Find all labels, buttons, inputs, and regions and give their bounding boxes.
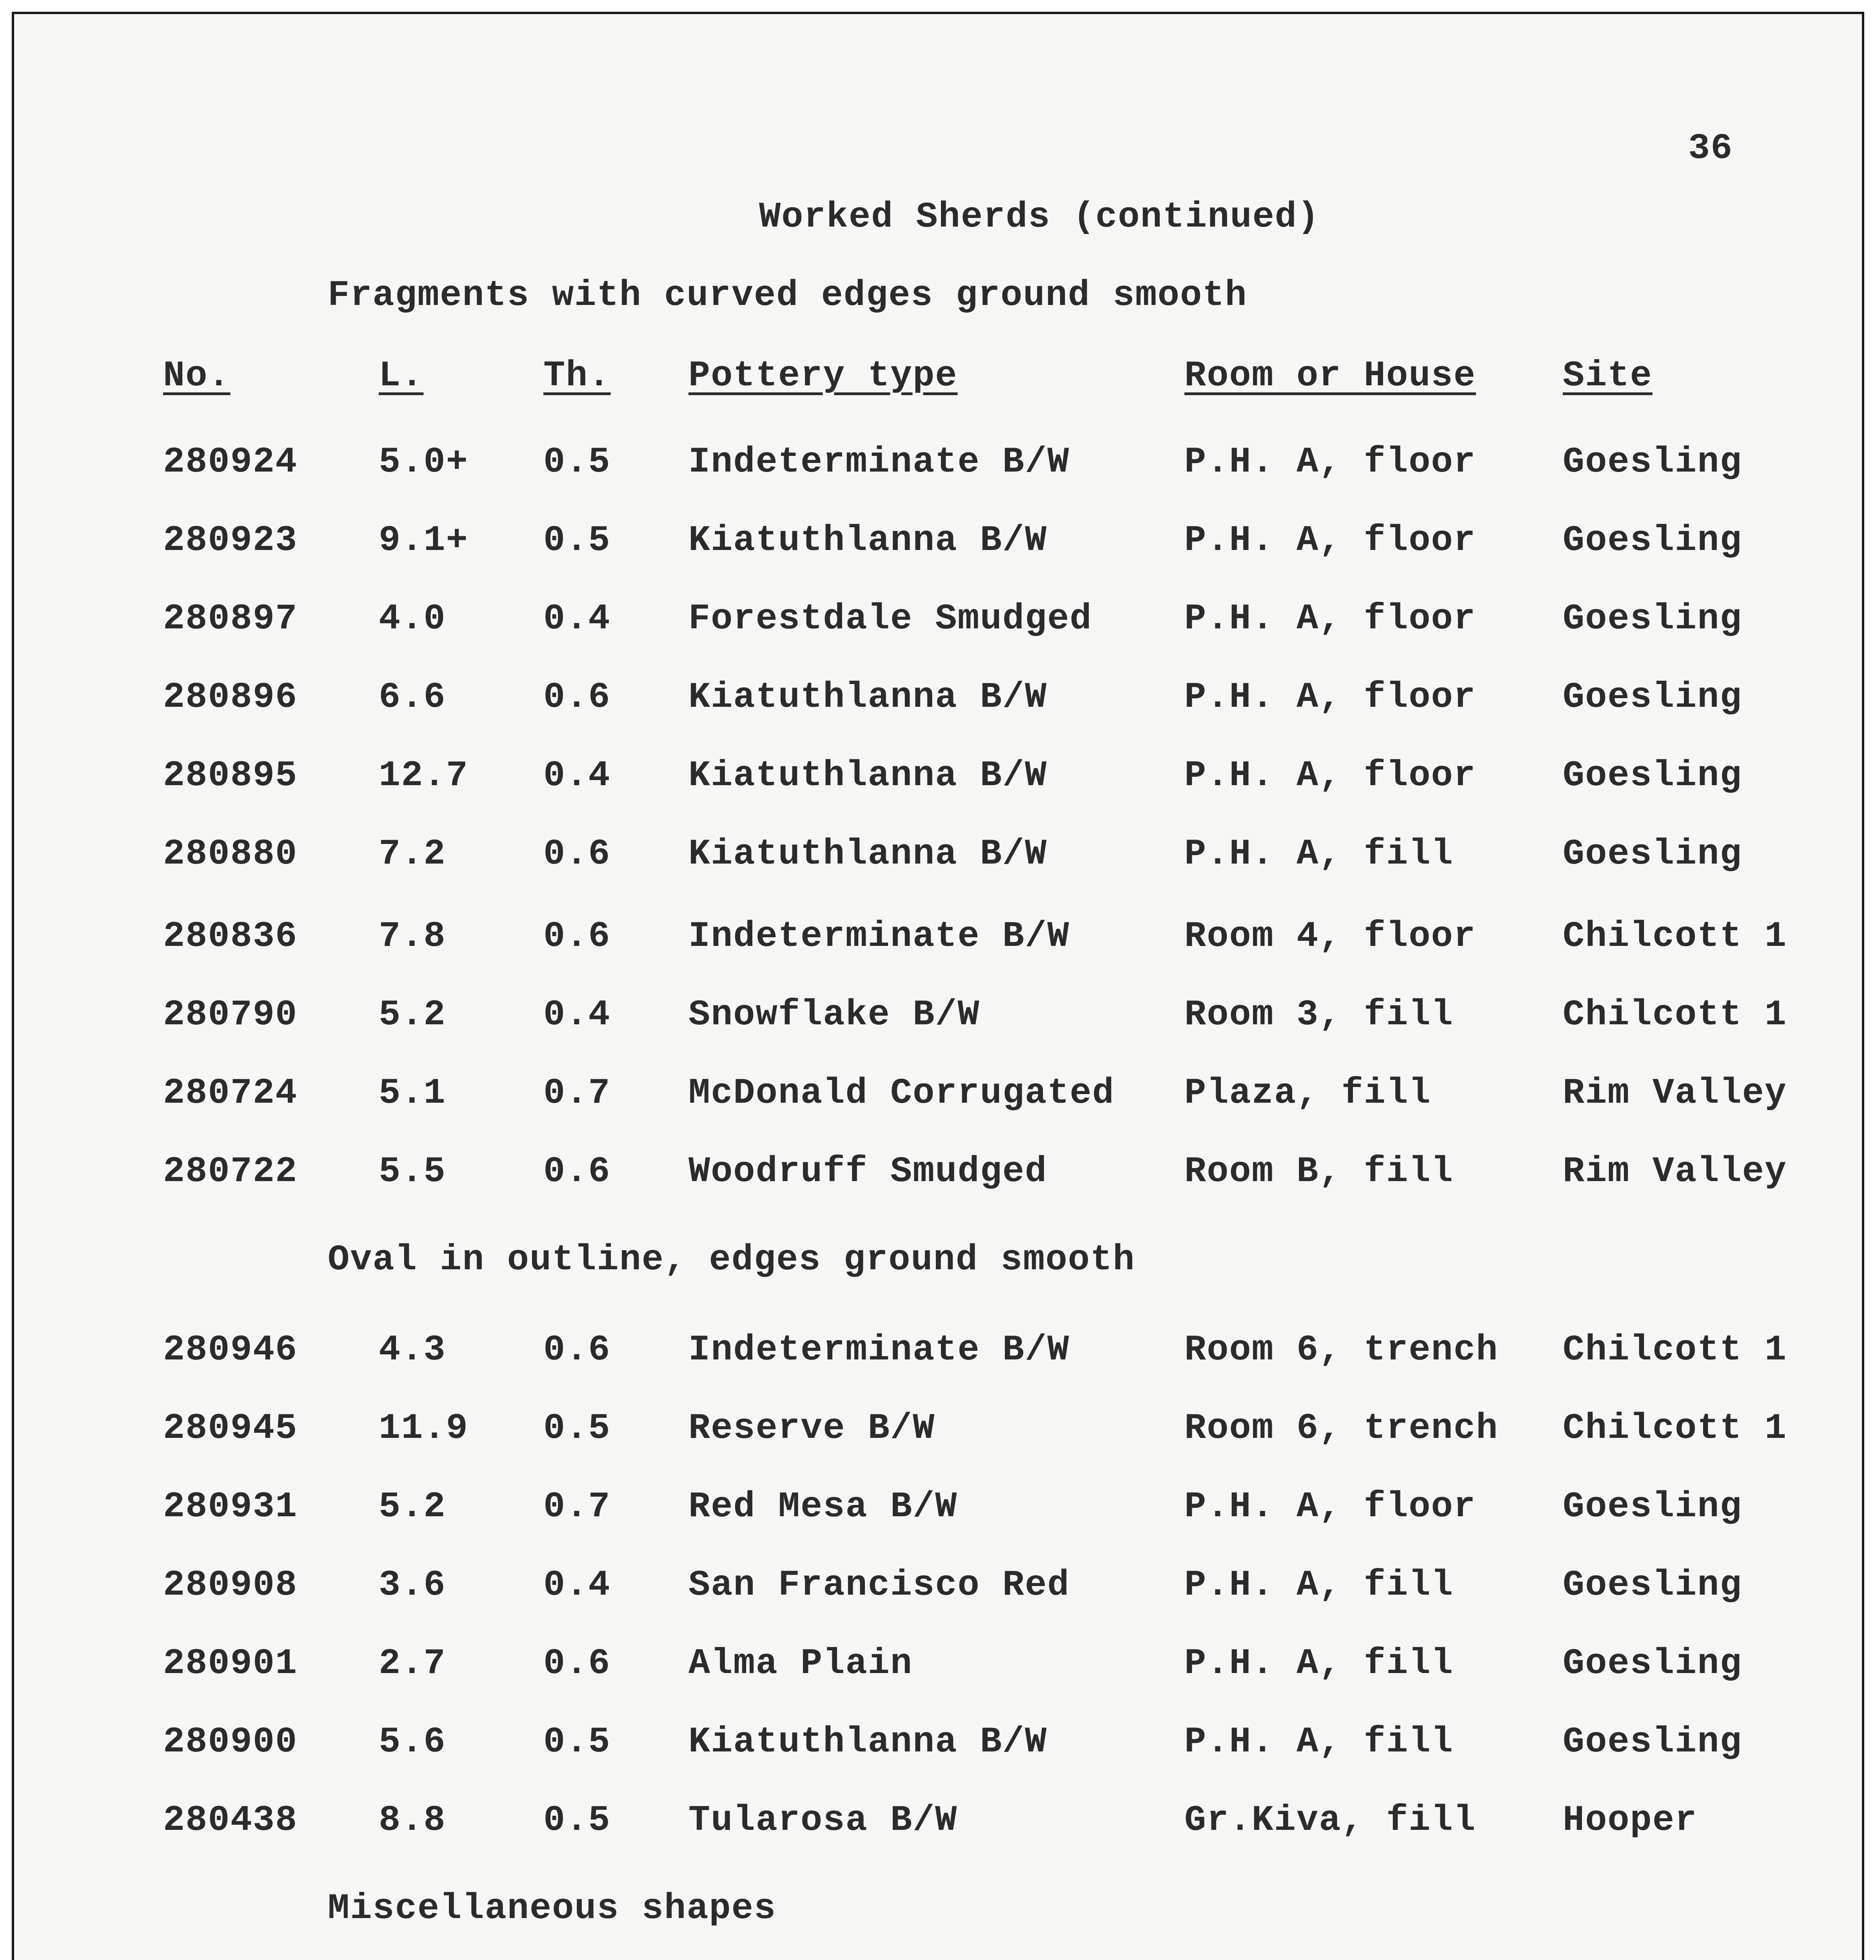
length-cell: 5.6	[379, 1721, 446, 1762]
thickness-cell: 0.5	[543, 441, 611, 483]
section-heading: Fragments with curved edges ground smooth	[328, 275, 1248, 316]
pottery-type-cell: Reserve B/W	[688, 1408, 935, 1449]
catalog-number-cell: 280722	[163, 1151, 298, 1192]
thickness-cell: 0.4	[543, 1564, 611, 1606]
room-or-house-cell: P.H. A, floor	[1184, 520, 1476, 561]
room-or-house-cell: Room 4, floor	[1184, 916, 1476, 957]
room-or-house-cell: P.H. A, floor	[1184, 755, 1476, 796]
pottery-type-cell: McDonald Corrugated	[688, 1073, 1115, 1114]
thickness-cell: 0.4	[543, 755, 611, 796]
pottery-type-cell: Kiatuthlanna B/W	[688, 1721, 1048, 1762]
table-row	[14, 755, 1862, 802]
length-cell: 5.5	[379, 1151, 446, 1192]
catalog-number-cell: 280931	[163, 1486, 298, 1527]
column-header-length: L.	[379, 355, 424, 396]
length-cell: 5.0+	[379, 441, 469, 483]
room-or-house-cell: Room 6, trench	[1184, 1329, 1498, 1370]
section-heading: Miscellaneous shapes	[328, 1888, 777, 1929]
room-or-house-cell: P.H. A, fill	[1184, 1721, 1454, 1762]
document-page	[12, 12, 1864, 1960]
length-cell: 4.0	[379, 598, 446, 639]
thickness-cell: 0.7	[543, 1486, 611, 1527]
catalog-number-cell: 280908	[163, 1564, 298, 1606]
length-cell: 9.1+	[379, 520, 469, 561]
pottery-type-cell: Indeterminate B/W	[688, 441, 1070, 483]
site-cell: Goesling	[1563, 833, 1742, 875]
section-heading: Oval in outline, edges ground smooth	[328, 1239, 1135, 1280]
thickness-cell: 0.5	[543, 520, 611, 561]
length-cell: 7.2	[379, 833, 446, 875]
table-row	[14, 677, 1862, 724]
table-row	[14, 598, 1862, 645]
thickness-cell: 0.5	[543, 1408, 611, 1449]
pottery-type-cell: Snowflake B/W	[688, 994, 980, 1035]
length-cell: 6.6	[379, 677, 446, 718]
catalog-number-cell: 280900	[163, 1721, 298, 1762]
thickness-cell: 0.6	[543, 1151, 611, 1192]
room-or-house-cell: P.H. A, floor	[1184, 598, 1476, 639]
site-cell: Chilcott 1	[1563, 994, 1787, 1035]
pottery-type-cell: Red Mesa B/W	[688, 1486, 958, 1527]
catalog-number-cell: 280945	[163, 1408, 298, 1449]
catalog-number-cell: 280880	[163, 833, 298, 875]
table-row	[14, 1151, 1862, 1198]
site-cell: Chilcott 1	[1563, 916, 1787, 957]
site-cell: Goesling	[1563, 520, 1742, 561]
pottery-type-cell: Kiatuthlanna B/W	[688, 520, 1048, 561]
room-or-house-cell: P.H. A, floor	[1184, 441, 1476, 483]
room-or-house-cell: P.H. A, fill	[1184, 833, 1454, 875]
page-number: 36	[1688, 128, 1733, 169]
length-cell: 7.8	[379, 916, 446, 957]
thickness-cell: 0.5	[543, 1721, 611, 1762]
table-row	[14, 916, 1862, 963]
table-row	[14, 441, 1862, 488]
room-or-house-cell: P.H. A, floor	[1184, 677, 1476, 718]
site-cell: Goesling	[1563, 1643, 1742, 1684]
thickness-cell: 0.6	[543, 1643, 611, 1684]
table-row	[14, 1564, 1862, 1612]
length-cell: 5.2	[379, 994, 446, 1035]
site-cell: Goesling	[1563, 1486, 1742, 1527]
pottery-type-cell: Kiatuthlanna B/W	[688, 833, 1048, 875]
column-header-site: Site	[1563, 355, 1653, 396]
site-cell: Goesling	[1563, 1721, 1742, 1762]
catalog-number-cell: 280897	[163, 598, 298, 639]
length-cell: 11.9	[379, 1408, 469, 1449]
pottery-type-cell: San Francisco Red	[688, 1564, 1070, 1606]
site-cell: Hooper	[1563, 1800, 1698, 1841]
thickness-cell: 0.5	[543, 1800, 611, 1841]
catalog-number-cell: 280724	[163, 1073, 298, 1114]
length-cell: 4.3	[379, 1329, 446, 1370]
length-cell: 3.6	[379, 1564, 446, 1606]
length-cell: 5.2	[379, 1486, 446, 1527]
pottery-type-cell: Indeterminate B/W	[688, 1329, 1070, 1370]
column-header-room: Room or House	[1184, 355, 1476, 396]
site-cell: Chilcott 1	[1563, 1329, 1787, 1370]
table-row	[14, 1486, 1862, 1533]
pottery-type-cell: Tularosa B/W	[688, 1800, 958, 1841]
thickness-cell: 0.7	[543, 1073, 611, 1114]
catalog-number-cell: 280946	[163, 1329, 298, 1370]
pottery-type-cell: Alma Plain	[688, 1643, 913, 1684]
table-header	[14, 355, 1862, 402]
table-row	[14, 1408, 1862, 1455]
room-or-house-cell: Plaza, fill	[1184, 1073, 1431, 1114]
site-cell: Goesling	[1563, 441, 1742, 483]
table-row	[14, 520, 1862, 567]
column-header-no: No.	[163, 355, 231, 396]
thickness-cell: 0.4	[543, 598, 611, 639]
thickness-cell: 0.6	[543, 916, 611, 957]
length-cell: 5.1	[379, 1073, 446, 1114]
pottery-type-cell: Forestdale Smudged	[688, 598, 1092, 639]
site-cell: Rim Valley	[1563, 1151, 1787, 1192]
length-cell: 2.7	[379, 1643, 446, 1684]
catalog-number-cell: 280790	[163, 994, 298, 1035]
room-or-house-cell: P.H. A, fill	[1184, 1643, 1454, 1684]
table-row	[14, 833, 1862, 880]
pottery-type-cell: Indeterminate B/W	[688, 916, 1070, 957]
site-cell: Rim Valley	[1563, 1073, 1787, 1114]
site-cell: Goesling	[1563, 677, 1742, 718]
catalog-number-cell: 280923	[163, 520, 298, 561]
room-or-house-cell: Room B, fill	[1184, 1151, 1454, 1192]
thickness-cell: 0.4	[543, 994, 611, 1035]
site-cell: Goesling	[1563, 755, 1742, 796]
table-row	[14, 1721, 1862, 1768]
table-row	[14, 994, 1862, 1041]
catalog-number-cell: 280438	[163, 1800, 298, 1841]
length-cell: 8.8	[379, 1800, 446, 1841]
catalog-number-cell: 280896	[163, 677, 298, 718]
pottery-type-cell: Kiatuthlanna B/W	[688, 755, 1048, 796]
page-title: Worked Sherds (continued)	[759, 196, 1320, 238]
thickness-cell: 0.6	[543, 1329, 611, 1370]
length-cell: 12.7	[379, 755, 469, 796]
catalog-number-cell: 280895	[163, 755, 298, 796]
site-cell: Chilcott 1	[1563, 1408, 1787, 1449]
room-or-house-cell: P.H. A, floor	[1184, 1486, 1476, 1527]
column-header-thickness: Th.	[543, 355, 611, 396]
room-or-house-cell: Room 3, fill	[1184, 994, 1454, 1035]
room-or-house-cell: P.H. A, fill	[1184, 1564, 1454, 1606]
thickness-cell: 0.6	[543, 677, 611, 718]
catalog-number-cell: 280836	[163, 916, 298, 957]
table-row	[14, 1800, 1862, 1847]
table-row	[14, 1073, 1862, 1120]
pottery-type-cell: Kiatuthlanna B/W	[688, 677, 1048, 718]
table-row	[14, 1643, 1862, 1690]
catalog-number-cell: 280924	[163, 441, 298, 483]
room-or-house-cell: Gr.Kiva, fill	[1184, 1800, 1476, 1841]
room-or-house-cell: Room 6, trench	[1184, 1408, 1498, 1449]
site-cell: Goesling	[1563, 1564, 1742, 1606]
column-header-pottery-type: Pottery type	[688, 355, 958, 396]
table-row	[14, 1329, 1862, 1376]
thickness-cell: 0.6	[543, 833, 611, 875]
pottery-type-cell: Woodruff Smudged	[688, 1151, 1048, 1192]
site-cell: Goesling	[1563, 598, 1742, 639]
catalog-number-cell: 280901	[163, 1643, 298, 1684]
